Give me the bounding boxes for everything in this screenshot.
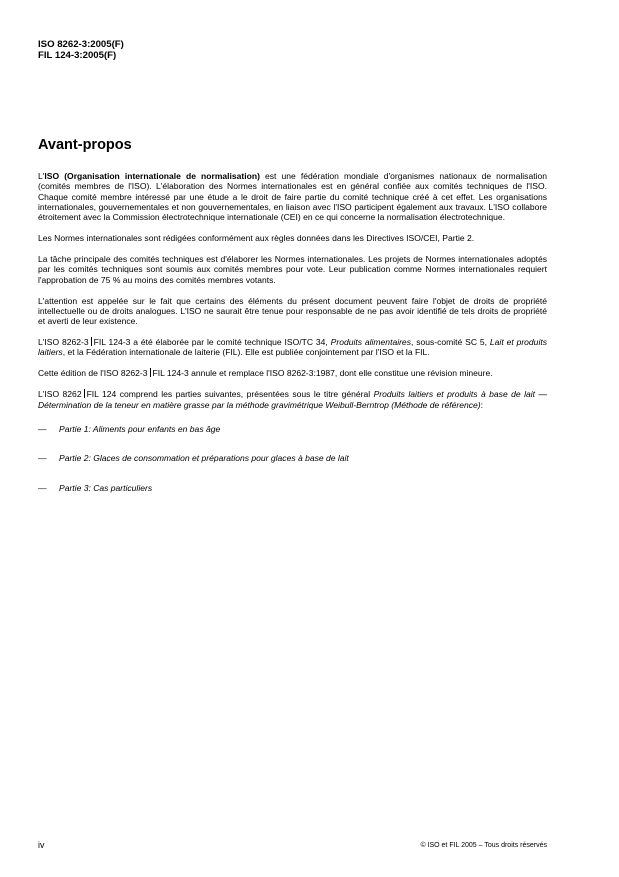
header-fil-reference: FIL 124-3:2005(F) [38, 50, 117, 61]
dash-marker: — [38, 423, 47, 434]
copyright-notice: © ISO et FIL 2005 – Tous droits réservés [420, 842, 547, 849]
dash-marker: — [38, 482, 47, 493]
page-title: Avant-propos [38, 137, 132, 153]
list-item-label: Partie 3: Cas particuliers [59, 482, 153, 493]
text-run: Cette édition de l'ISO 8262-3 [38, 368, 148, 379]
subcommittee-title-italic: Lait et produits laitiers [38, 337, 547, 358]
separator-bar [91, 337, 92, 346]
text-run: FIL 124 comprend les parties suivantes, présentées sous le titre général [86, 389, 374, 400]
list-item [38, 424, 547, 434]
committee-title-italic: Produits alimentaires [330, 337, 411, 348]
list-item-label: Partie 1: Aliments pour enfants en bas âge [59, 423, 221, 434]
text-run: L'ISO 8262 [38, 389, 82, 400]
text-run: FIL 124-3 a été élaborée par le comité technique ISO/TC 34, [93, 337, 331, 348]
general-title-italic: Produits laitiers et produits à base de lait — Détermination de la teneur en matière grasse par la méthode gravimétrique Weibull-Berntrop (Méthode de référence) [38, 389, 548, 410]
iso-definition-bold: ISO (Organisation internationale de normalisation) [44, 171, 260, 181]
text-run: L'ISO 8262-3 [38, 337, 89, 348]
text-run: , sous-comité SC 5, [410, 337, 490, 348]
list-item [38, 483, 547, 493]
paragraph-parts-intro [38, 389, 547, 410]
foreword-body [38, 171, 547, 512]
list-item [38, 453, 547, 463]
text-run: L' [38, 171, 45, 181]
document-header [38, 39, 124, 61]
page-number: iv [38, 840, 45, 850]
paragraph-iso-intro [38, 171, 547, 223]
text-run: , et la Fédération internationale de laiterie (FIL). Elle est publiée conjointement par l'ISO et la FIL. [62, 347, 430, 358]
header-iso-reference: ISO 8262-3:2005(F) [38, 39, 124, 50]
text-run: : [480, 399, 483, 410]
text-run: FIL 124-3 annule et remplace l'ISO 8262-3:1987, dont elle constitue une révision mineure. [152, 368, 493, 379]
paragraph-committees: La tâche principale des comités techniques est d'élaborer les Normes internationales. Les projets de Normes internationales adoptés par les comités techniques sont soumis aux comités membres pour vote. Leur publication comme Normes internationales requiert l'approbation de 75 % au moins des comités membres votants. [38, 254, 547, 285]
paragraph-edition [38, 368, 547, 378]
text-run: est une fédération mondiale d'organismes nationaux de normalisation (comités membres de l'ISO). L'élaboration des Normes internationales est en général confiée aux comités techniques de l'ISO. Chaque comité membre intéressé par une étude a le droit de faire partie du comité technique créé à cet effet. Les organisations internationales, gouvernementales et non gouvernementales, en liaison avec l'ISO participent également aux travaux. L'ISO collabore étroitement avec la Commission électrotechnique internationale (CEI) en ce qui concerne la normalisation électrotechnique. [38, 171, 547, 223]
separator-bar [84, 389, 85, 398]
dash-marker: — [38, 453, 47, 464]
separator-bar [150, 368, 151, 377]
list-item-label: Partie 2: Glaces de consommation et préparations pour glaces à base de lait [59, 453, 349, 464]
paragraph-prepared-by [38, 337, 547, 358]
paragraph-patent-rights: L'attention est appelée sur le fait que certains des éléments du présent document peuvent faire l'objet de droits de propriété intellectuelle ou de droits analogues. L'ISO ne saurait être tenue pour responsable de ne pas avoir identifié de tels droits de propriété et averti de leur existence. [38, 295, 547, 327]
paragraph-directives: Les Normes internationales sont rédigées conformément aux règles données dans les Directives ISO/CEI, Partie 2. [38, 233, 475, 244]
